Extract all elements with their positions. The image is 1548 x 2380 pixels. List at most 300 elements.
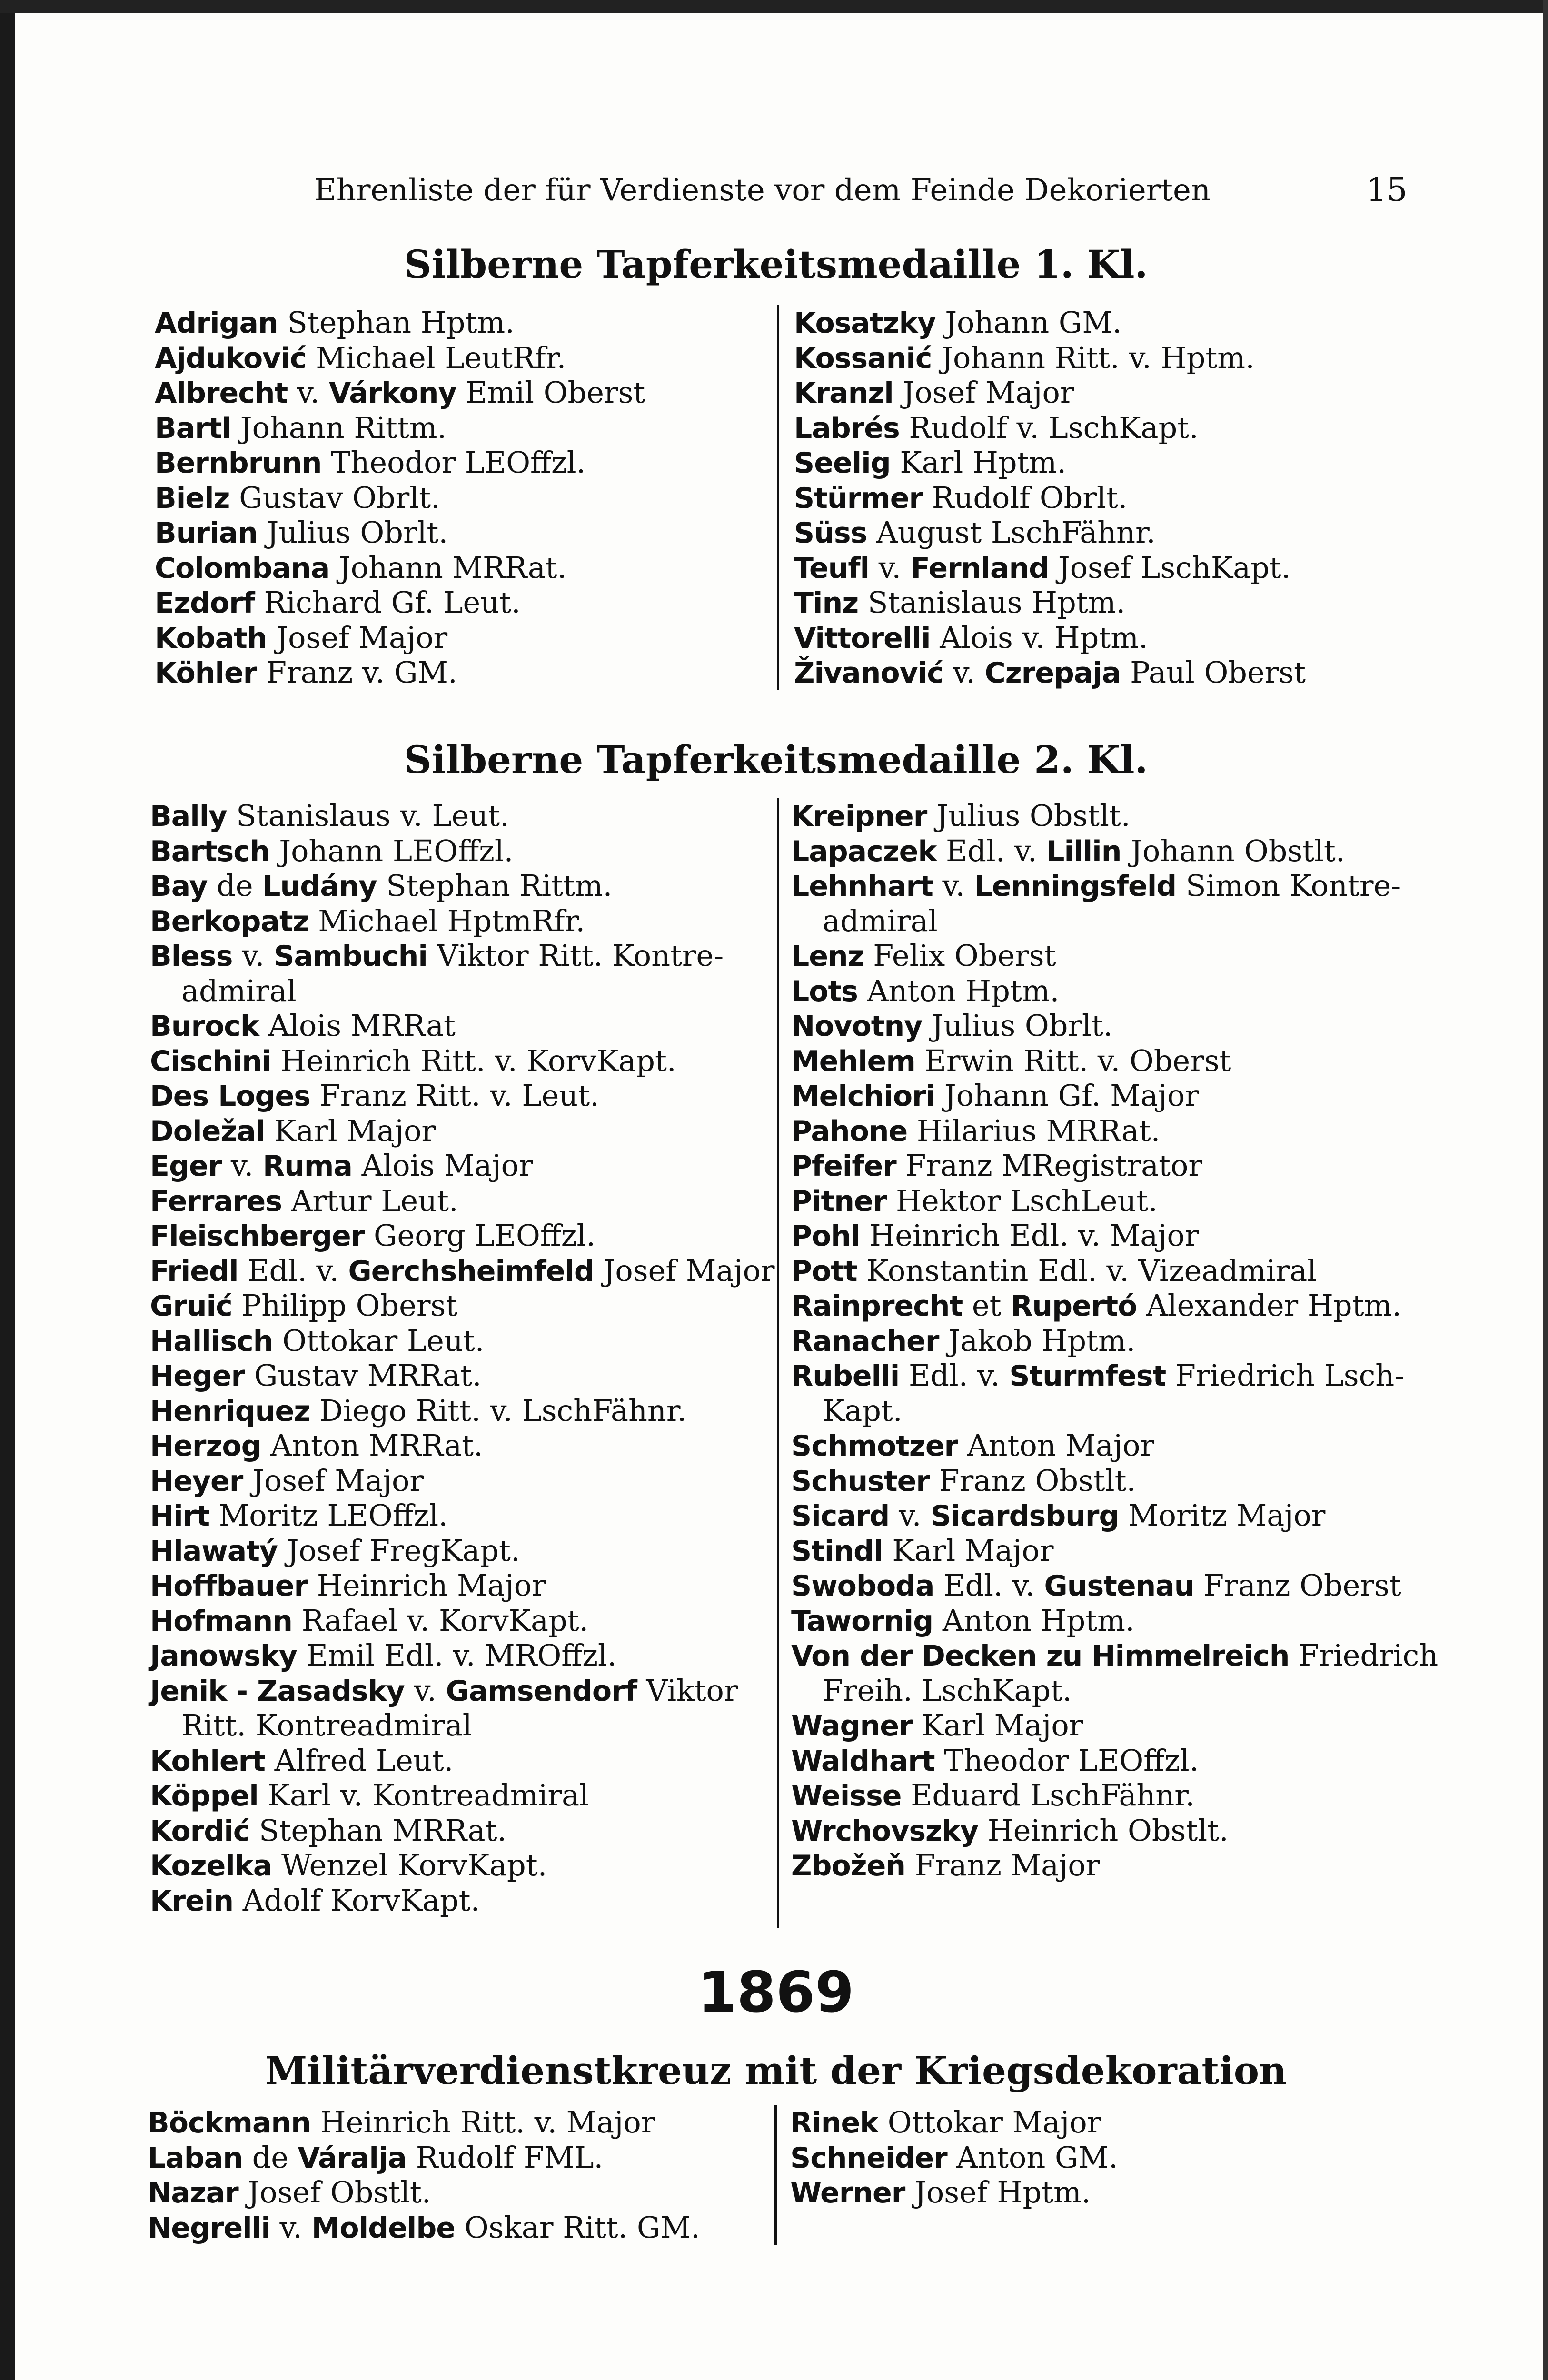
surname: Wagner xyxy=(791,1709,913,1743)
given-name-and-rank: Josef Obstlt. xyxy=(238,2175,431,2210)
given-name-and-rank: Viktor Ritt. Kontre- xyxy=(427,938,724,973)
name-particle: v. xyxy=(221,1148,263,1183)
surname: Schmotzer xyxy=(791,1429,958,1463)
section-3-right-column xyxy=(790,2105,1466,2210)
predicate-name: Lenningsfeld xyxy=(974,870,1177,903)
surname: Novotny xyxy=(791,1010,923,1043)
given-name-and-rank: Julius Obrlt. xyxy=(922,1008,1113,1043)
surname: Hirt xyxy=(150,1499,210,1533)
honor-entry xyxy=(791,1358,1467,1393)
section-3-column-rule xyxy=(774,2105,777,2245)
surname: Gruić xyxy=(150,1289,232,1323)
given-name-and-rank: Heinrich Major xyxy=(308,1568,546,1603)
honor-entry xyxy=(150,938,774,973)
honor-entry xyxy=(791,868,1467,903)
given-name-and-rank: Heinrich Obstlt. xyxy=(978,1813,1229,1848)
surname: Adrigan xyxy=(155,307,278,340)
surname: Albrecht xyxy=(155,377,288,410)
surname: Schuster xyxy=(791,1464,930,1498)
surname: Hallisch xyxy=(150,1324,273,1358)
given-name-and-rank: Felix Oberst xyxy=(863,938,1056,973)
surname: Heger xyxy=(150,1359,245,1393)
predicate-name: Sicardsburg xyxy=(931,1499,1119,1533)
honor-entry xyxy=(791,1498,1467,1533)
honor-entry xyxy=(150,1148,774,1183)
honor-entry xyxy=(791,1743,1467,1778)
given-name-and-rank: Josef Major xyxy=(594,1253,775,1288)
surname: Süss xyxy=(794,516,867,550)
given-name-and-rank: Friedrich xyxy=(1289,1638,1439,1673)
honor-entry xyxy=(148,2210,771,2245)
given-name-and-rank: Emil Edl. v. MROffzl. xyxy=(297,1638,617,1673)
predicate-name: Lillin xyxy=(1046,834,1121,868)
given-name-and-rank: Gustav Obrlt. xyxy=(229,480,440,515)
predicate-name: Moldelbe xyxy=(311,2211,455,2245)
surname: Friedl xyxy=(150,1254,238,1288)
surname: Kossanić xyxy=(794,341,932,375)
honor-entry xyxy=(150,1323,774,1359)
given-name-and-rank: Jakob Hptm. xyxy=(939,1323,1136,1358)
given-name-and-rank: Theodor LEOffzl. xyxy=(321,445,586,480)
given-name-and-rank: Josef LschKapt. xyxy=(1049,550,1291,585)
given-name-and-rank: Julius Obstlt. xyxy=(927,798,1131,833)
given-name-and-rank: Erwin Ritt. v. Oberst xyxy=(915,1043,1231,1078)
surname: Kreipner xyxy=(791,800,927,833)
honor-entry xyxy=(791,1708,1467,1743)
section-2-column-rule xyxy=(777,798,779,1928)
surname: Bless xyxy=(150,940,233,973)
surname: Pitner xyxy=(791,1184,887,1218)
surname: Jenik - Zasadsky xyxy=(150,1674,405,1708)
surname: Werner xyxy=(790,2176,905,2210)
given-name-and-rank: Karl v. Kontreadmiral xyxy=(258,1778,589,1813)
honor-entry xyxy=(790,2140,1466,2175)
honor-entry xyxy=(155,375,774,410)
surname: Stindl xyxy=(791,1534,883,1568)
honor-entry xyxy=(791,833,1467,869)
entry-continuation xyxy=(791,903,1467,939)
surname: Pfeifer xyxy=(791,1150,896,1183)
honor-entry xyxy=(150,1078,774,1113)
given-name-and-rank: Adolf KorvKapt. xyxy=(233,1883,480,1918)
section-3-left-column xyxy=(148,2105,771,2245)
surname: Vittorelli xyxy=(794,621,931,655)
honor-entry xyxy=(155,550,774,585)
surname: Köhler xyxy=(155,656,257,690)
surname: Schneider xyxy=(790,2141,947,2175)
predicate-name: Gerchsheimfeld xyxy=(348,1254,594,1288)
given-name-and-rank: Julius Obrlt. xyxy=(257,515,448,550)
given-name-and-rank: Friedrich Lsch- xyxy=(1166,1358,1405,1393)
honor-entry xyxy=(150,1848,774,1883)
given-name-and-rank: Oskar Ritt. GM. xyxy=(455,2210,700,2245)
given-name-and-rank: Hilarius MRRat. xyxy=(907,1113,1161,1148)
given-name-and-rank: Moritz LEOffzl. xyxy=(209,1498,448,1533)
name-particle: v. xyxy=(288,375,329,410)
given-name-and-rank: Emil Oberst xyxy=(456,375,645,410)
name-particle: Edl. v. xyxy=(934,1568,1044,1603)
given-name-and-rank: Karl Major xyxy=(883,1533,1054,1568)
surname: Krein xyxy=(150,1884,234,1918)
given-name-and-rank: Johann LEOffzl. xyxy=(269,833,514,868)
given-name-and-rank: Josef Hptm. xyxy=(905,2175,1091,2210)
honor-entry xyxy=(791,1183,1467,1219)
entry-continuation-text: Freih. LschKapt. xyxy=(823,1673,1072,1708)
honor-entry xyxy=(791,1288,1467,1323)
scan-edge-right xyxy=(1543,0,1548,2380)
honor-entry xyxy=(155,655,774,690)
predicate-name: Sturmfest xyxy=(1009,1359,1166,1393)
section-1-left-column xyxy=(155,305,774,690)
honor-entry xyxy=(150,1253,774,1289)
honor-entry xyxy=(794,480,1470,516)
given-name-and-rank: Josef Major xyxy=(267,620,448,655)
given-name-and-rank: Moritz Major xyxy=(1119,1498,1326,1533)
honor-entry xyxy=(148,2175,771,2210)
surname: Labrés xyxy=(794,411,900,445)
given-name-and-rank: Karl Major xyxy=(265,1113,436,1148)
surname: Melchiori xyxy=(791,1080,935,1113)
given-name-and-rank: Anton MRRat. xyxy=(261,1428,483,1463)
entry-continuation xyxy=(791,1673,1467,1708)
name-particle: et xyxy=(963,1288,1011,1323)
given-name-and-rank: Josef FregKapt. xyxy=(277,1533,520,1568)
surname: Tinz xyxy=(794,586,859,620)
given-name-and-rank: Paul Oberst xyxy=(1121,655,1306,690)
honor-entry xyxy=(150,1533,774,1568)
predicate-name: Sambuchi xyxy=(274,940,427,973)
given-name-and-rank: Rudolf FML. xyxy=(407,2140,604,2175)
given-name-and-rank: Anton Hptm. xyxy=(857,973,1060,1008)
honor-entry xyxy=(790,2105,1466,2140)
given-name-and-rank: Heinrich Ritt. v. Major xyxy=(310,2105,655,2140)
predicate-name: Várkony xyxy=(329,377,456,410)
given-name-and-rank: Alois v. Hptm. xyxy=(930,620,1148,655)
section-2-left-column xyxy=(150,798,774,1918)
surname: Hofmann xyxy=(150,1604,292,1638)
given-name-and-rank: Theodor LEOffzl. xyxy=(934,1743,1199,1778)
given-name-and-rank: Johann Ritt. v. Hptm. xyxy=(932,340,1255,375)
surname: Sicard xyxy=(791,1499,890,1533)
surname: Hlawatý xyxy=(150,1534,278,1568)
surname: Cischini xyxy=(150,1044,271,1078)
honor-entry xyxy=(794,410,1470,446)
given-name-and-rank: Georg LEOffzl. xyxy=(364,1218,596,1253)
honor-entry xyxy=(150,903,774,939)
given-name-and-rank: Ottokar Leut. xyxy=(273,1323,485,1358)
surname: Ferrares xyxy=(150,1184,282,1218)
honor-entry xyxy=(150,1008,774,1043)
honor-entry xyxy=(791,938,1467,973)
given-name-and-rank: Rafael v. KorvKapt. xyxy=(292,1603,589,1638)
section-1-right-column xyxy=(794,305,1470,690)
given-name-and-rank: Franz MRegistrator xyxy=(896,1148,1202,1183)
entry-continuation xyxy=(150,1708,774,1743)
surname: Laban xyxy=(148,2141,243,2175)
predicate-name: Gustenau xyxy=(1044,1569,1194,1603)
entry-continuation xyxy=(150,973,774,1009)
given-name-and-rank: Heinrich Ritt. v. KorvKapt. xyxy=(271,1043,676,1078)
surname: Kordić xyxy=(150,1814,250,1848)
honor-entry xyxy=(791,1323,1467,1359)
surname: Bay xyxy=(150,870,208,903)
surname: Stürmer xyxy=(794,481,923,515)
surname: Hoffbauer xyxy=(150,1569,308,1603)
honor-entry xyxy=(794,375,1470,410)
honor-entry xyxy=(155,480,774,516)
honor-entry xyxy=(791,1813,1467,1848)
section-2-right-column xyxy=(791,798,1467,1883)
name-particle: de xyxy=(207,868,263,903)
name-particle: v. xyxy=(869,550,911,585)
given-name-and-rank: August LschFähnr. xyxy=(867,515,1156,550)
honor-entry xyxy=(155,410,774,446)
surname: Weisse xyxy=(791,1779,902,1813)
surname: Bielz xyxy=(155,481,230,515)
honor-entry xyxy=(791,973,1467,1009)
honor-entry xyxy=(150,1638,774,1673)
surname: Ezdorf xyxy=(155,586,255,620)
section-3-title: Militärverdienstkreuz mit der Kriegsdekoration xyxy=(265,2048,1287,2093)
surname: Swoboda xyxy=(791,1569,934,1603)
surname: Heyer xyxy=(150,1464,243,1498)
honor-entry xyxy=(791,1008,1467,1043)
surname: Kozelka xyxy=(150,1849,272,1883)
predicate-name: Váralja xyxy=(298,2141,407,2175)
surname: Tawornig xyxy=(791,1604,933,1638)
honor-entry xyxy=(791,1218,1467,1253)
name-particle: v. xyxy=(943,655,985,690)
honor-entry xyxy=(150,798,774,833)
honor-entry xyxy=(794,340,1470,376)
given-name-and-rank: Alfred Leut. xyxy=(265,1743,454,1778)
surname: Bartsch xyxy=(150,834,270,868)
surname: Nazar xyxy=(148,2176,238,2210)
given-name-and-rank: Alois MRRat xyxy=(258,1008,456,1043)
given-name-and-rank: Franz Major xyxy=(905,1848,1100,1883)
given-name-and-rank: Richard Gf. Leut. xyxy=(254,585,521,620)
honor-entry xyxy=(155,585,774,620)
given-name-and-rank: Stanislaus Hptm. xyxy=(858,585,1126,620)
honor-entry xyxy=(791,1603,1467,1638)
given-name-and-rank: Michael HptmRfr. xyxy=(308,903,585,938)
honor-entry xyxy=(791,1113,1467,1149)
name-particle: Edl. v. xyxy=(936,833,1047,868)
surname: Fleischberger xyxy=(150,1220,365,1253)
honor-entry xyxy=(790,2175,1466,2210)
honor-entry xyxy=(150,1498,774,1533)
surname: Lehnhart xyxy=(791,870,933,903)
surname: Pott xyxy=(791,1254,857,1288)
surname: Bally xyxy=(150,800,227,833)
given-name-and-rank: Alexander Hptm. xyxy=(1137,1288,1402,1323)
honor-entry xyxy=(150,1113,774,1149)
given-name-and-rank: Anton Major xyxy=(958,1428,1155,1463)
honor-entry xyxy=(150,1463,774,1498)
given-name-and-rank: Anton Hptm. xyxy=(933,1603,1135,1638)
surname: Kosatzky xyxy=(794,307,936,340)
given-name-and-rank: Philipp Oberst xyxy=(232,1288,458,1323)
entry-continuation-text: Ritt. Kontreadmiral xyxy=(181,1708,472,1743)
honor-entry xyxy=(150,833,774,869)
given-name-and-rank: Johann GM. xyxy=(935,305,1122,340)
name-particle: de xyxy=(242,2140,298,2175)
given-name-and-rank: Artur Leut. xyxy=(281,1183,458,1218)
given-name-and-rank: Franz Ritt. v. Leut. xyxy=(310,1078,599,1113)
given-name-and-rank: Franz v. GM. xyxy=(257,655,457,690)
given-name-and-rank: Alois Major xyxy=(352,1148,533,1183)
surname: Lots xyxy=(791,974,858,1008)
given-name-and-rank: Wenzel KorvKapt. xyxy=(272,1848,547,1883)
running-title: Ehrenliste der für Verdienste vor dem Feinde Dekorierten xyxy=(314,173,1211,208)
given-name-and-rank: Ottokar Major xyxy=(878,2105,1101,2140)
given-name-and-rank: Karl Major xyxy=(912,1708,1083,1743)
surname: Kohlert xyxy=(150,1744,265,1778)
surname: Köppel xyxy=(150,1779,258,1813)
honor-entry xyxy=(791,1428,1467,1463)
given-name-and-rank: Gustav MRRat. xyxy=(245,1358,482,1393)
honor-entry xyxy=(150,1043,774,1079)
honor-entry xyxy=(155,340,774,376)
surname: Seelig xyxy=(794,446,891,480)
given-name-and-rank: Karl Hptm. xyxy=(890,445,1067,480)
honor-entry xyxy=(155,515,774,550)
year-heading: 1869 xyxy=(697,1959,854,2025)
surname: Bartl xyxy=(155,411,231,445)
honor-entry xyxy=(791,1043,1467,1079)
honor-entry xyxy=(155,305,774,340)
honor-entry xyxy=(791,1533,1467,1568)
surname: Rinek xyxy=(790,2106,879,2140)
given-name-and-rank: Simon Kontre- xyxy=(1176,868,1401,903)
surname: Eger xyxy=(150,1150,222,1183)
given-name-and-rank: Heinrich Edl. v. Major xyxy=(860,1218,1199,1253)
section-1-title: Silberne Tapferkeitsmedaille 1. Kl. xyxy=(404,242,1148,287)
surname: Zbožeň xyxy=(791,1849,906,1883)
honor-entry xyxy=(791,1253,1467,1289)
honor-entry xyxy=(791,1078,1467,1113)
surname: Wrchovszky xyxy=(791,1814,978,1848)
given-name-and-rank: Eduard LschFähnr. xyxy=(901,1778,1195,1813)
predicate-name: Ruma xyxy=(263,1150,352,1183)
surname: Colombana xyxy=(155,551,330,585)
given-name-and-rank: Hektor LschLeut. xyxy=(886,1183,1158,1218)
surname: Burock xyxy=(150,1010,259,1043)
surname: Teufl xyxy=(794,551,870,585)
surname: Lenz xyxy=(791,940,864,973)
honor-entry xyxy=(148,2140,771,2175)
surname: Negrelli xyxy=(148,2211,270,2245)
surname: Ranacher xyxy=(791,1324,939,1358)
name-particle: Edl. v. xyxy=(238,1253,348,1288)
predicate-name: Gamsendorf xyxy=(446,1674,637,1708)
honor-entry xyxy=(791,798,1467,833)
surname: Burian xyxy=(155,516,258,550)
given-name-and-rank: Stanislaus v. Leut. xyxy=(227,798,509,833)
given-name-and-rank: Rudolf v. LschKapt. xyxy=(899,410,1199,445)
honor-entry xyxy=(150,1218,774,1253)
surname: Ajduković xyxy=(155,341,307,375)
name-particle: v. xyxy=(889,1498,931,1533)
given-name-and-rank: Anton GM. xyxy=(947,2140,1118,2175)
entry-continuation xyxy=(791,1393,1467,1428)
section-2-title: Silberne Tapferkeitsmedaille 2. Kl. xyxy=(404,737,1148,782)
honor-entry xyxy=(150,1673,774,1708)
honor-entry xyxy=(794,445,1470,480)
honor-entry xyxy=(150,1183,774,1219)
name-particle: Edl. v. xyxy=(899,1358,1010,1393)
surname: Rainprecht xyxy=(791,1289,963,1323)
predicate-name: Ludány xyxy=(262,870,377,903)
surname: Böckmann xyxy=(148,2106,311,2140)
name-particle: v. xyxy=(232,938,274,973)
honor-entry xyxy=(791,1848,1467,1883)
page-number: 15 xyxy=(1366,171,1408,209)
predicate-name: Czrepaja xyxy=(984,656,1121,690)
surname: Waldhart xyxy=(791,1744,935,1778)
honor-entry xyxy=(791,1778,1467,1813)
honor-entry xyxy=(150,1813,774,1848)
given-name-and-rank: Stephan Hptm. xyxy=(278,305,515,340)
name-particle: v. xyxy=(933,868,974,903)
surname: Lapaczek xyxy=(791,834,937,868)
given-name-and-rank: Franz Oberst xyxy=(1194,1568,1401,1603)
honor-entry xyxy=(791,1638,1467,1673)
surname: Pohl xyxy=(791,1220,860,1253)
surname: Bernbrunn xyxy=(155,446,322,480)
name-particle: v. xyxy=(404,1673,446,1708)
given-name-and-rank: Stephan Rittm. xyxy=(377,868,613,903)
honor-entry xyxy=(150,868,774,903)
given-name-and-rank: Johann MRRat. xyxy=(329,550,567,585)
name-particle: v. xyxy=(270,2210,312,2245)
section-1-column-rule xyxy=(777,305,779,690)
entry-continuation-text: admiral xyxy=(181,973,297,1008)
honor-entry xyxy=(794,305,1470,340)
given-name-and-rank: Rudolf Obrlt. xyxy=(923,480,1128,515)
honor-entry xyxy=(794,585,1470,620)
given-name-and-rank: Viktor xyxy=(636,1673,738,1708)
given-name-and-rank: Michael LeutRfr. xyxy=(306,340,566,375)
given-name-and-rank: Johann Obstlt. xyxy=(1121,833,1345,868)
surname: Mehlem xyxy=(791,1044,915,1078)
honor-entry xyxy=(150,1883,774,1918)
honor-entry xyxy=(150,1778,774,1813)
surname: Janowsky xyxy=(150,1639,297,1673)
honor-entry xyxy=(150,1428,774,1463)
predicate-name: Fernland xyxy=(910,551,1049,585)
given-name-and-rank: Stephan MRRat. xyxy=(249,1813,507,1848)
honor-entry xyxy=(155,620,774,655)
surname: Kranzl xyxy=(794,377,893,410)
honor-entry xyxy=(794,515,1470,550)
entry-continuation-text: admiral xyxy=(823,903,938,938)
honor-entry xyxy=(794,620,1470,655)
scan-edge-left xyxy=(0,0,15,2380)
honor-entry xyxy=(150,1743,774,1778)
predicate-name: Rupertó xyxy=(1011,1289,1137,1323)
surname: Berkopatz xyxy=(150,904,309,938)
surname: Herzog xyxy=(150,1429,261,1463)
honor-entry xyxy=(791,1568,1467,1603)
honor-entry xyxy=(150,1358,774,1393)
honor-entry xyxy=(148,2105,771,2140)
given-name-and-rank: Konstantin Edl. v. Vizeadmiral xyxy=(857,1253,1317,1288)
surname: Des Loges xyxy=(150,1080,310,1113)
entry-continuation-text: Kapt. xyxy=(823,1393,903,1428)
given-name-and-rank: Franz Obstlt. xyxy=(929,1463,1136,1498)
honor-entry xyxy=(791,1148,1467,1183)
